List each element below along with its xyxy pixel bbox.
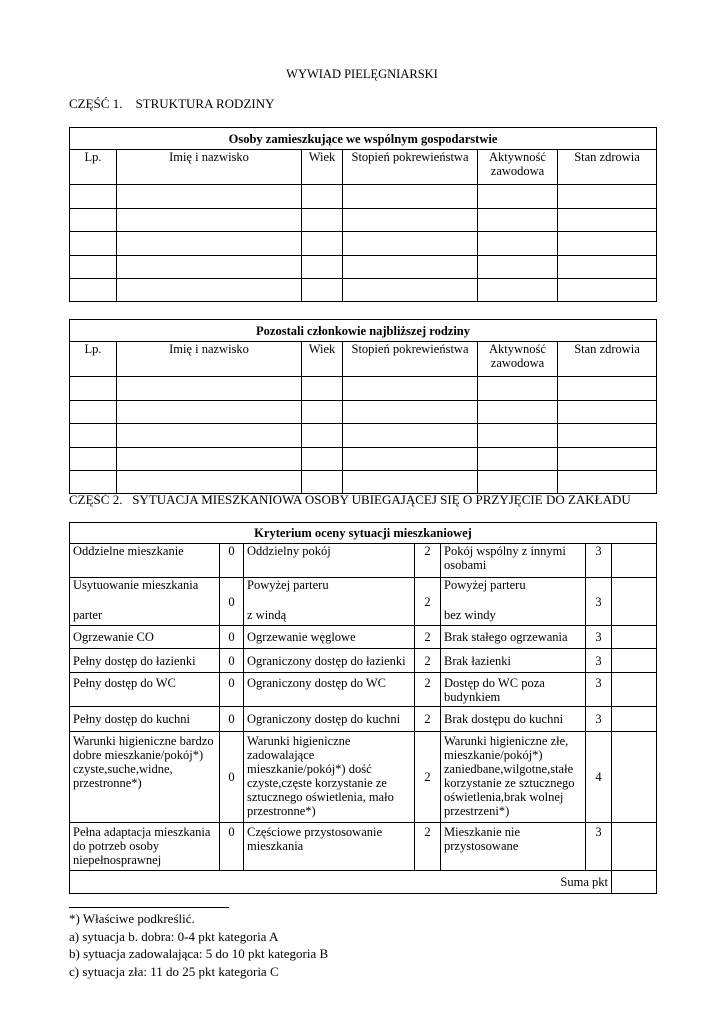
points-medium: 2 (415, 649, 441, 673)
table-row (70, 649, 657, 673)
table-row (70, 673, 657, 707)
footnote-divider (69, 907, 229, 908)
table-row (70, 471, 657, 494)
column-header-age: Wiek (302, 342, 343, 377)
input-cell[interactable] (117, 232, 302, 256)
points-good: 0 (220, 732, 244, 823)
input-cell[interactable] (70, 185, 117, 209)
input-cell[interactable] (70, 377, 117, 401)
points-bad: 3 (586, 578, 612, 626)
footnote: a) sytuacja b. dobra: 0-4 pkt kategoria A (69, 928, 279, 944)
table-row (70, 626, 657, 649)
column-header-age: Wiek (302, 150, 343, 185)
score-cell[interactable] (612, 578, 657, 626)
input-cell[interactable] (302, 401, 343, 424)
criterion-medium: Warunki higieniczne zadowalające mieszkanie/pokój*) dość czyste,częste korzystanie ze sztucznego oświetlenia, mało przestronne*) (244, 732, 415, 823)
table-row (70, 279, 657, 302)
criterion-bad: Dostęp do WC poza budynkiem (441, 673, 586, 707)
table-row (70, 578, 657, 626)
column-header-relation: Stopień pokrewieństwa (343, 342, 478, 377)
table-caption: Pozostali członkowie najbliższej rodziny (70, 320, 657, 342)
points-good: 0 (220, 544, 244, 578)
input-cell[interactable] (478, 279, 558, 302)
input-cell[interactable] (558, 232, 657, 256)
criterion-bad-title: Powyżej parteru (444, 578, 526, 592)
input-cell[interactable] (70, 209, 117, 232)
input-cell[interactable] (343, 279, 478, 302)
input-cell[interactable] (117, 209, 302, 232)
input-cell[interactable] (302, 377, 343, 401)
table-row (70, 209, 657, 232)
footnote: *) Właściwe podkreślić. (69, 911, 195, 926)
table-row (70, 401, 657, 424)
input-cell[interactable] (70, 424, 117, 448)
criterion-medium: Ograniczony dostęp do WC (244, 673, 415, 707)
criterion-medium: Częściowe przystosowanie mieszkania (244, 823, 415, 871)
column-header-health: Stan zdrowia (558, 150, 657, 185)
points-medium: 2 (415, 626, 441, 649)
criterion-good-detail: parter (73, 608, 103, 622)
criterion-bad: Pokój wspólny z innymi osobami (441, 544, 586, 578)
criterion-bad: Mieszkanie nie przystosowane (441, 823, 586, 871)
input-cell[interactable] (117, 377, 302, 401)
points-good: 0 (220, 707, 244, 732)
criterion-good: Pełny dostęp do kuchni (70, 707, 220, 732)
column-header-activity: Aktywność zawodowa (478, 342, 558, 377)
input-cell[interactable] (343, 424, 478, 448)
points-bad: 3 (586, 707, 612, 732)
points-medium: 2 (415, 673, 441, 707)
points-good: 0 (220, 626, 244, 649)
input-cell[interactable] (478, 377, 558, 401)
input-cell[interactable] (558, 424, 657, 448)
criterion-good: Pełny dostęp do łazienki (70, 649, 220, 673)
input-cell[interactable] (558, 401, 657, 424)
input-cell[interactable] (70, 256, 117, 279)
input-cell[interactable] (302, 279, 343, 302)
criterion-good: Ogrzewanie CO (70, 626, 220, 649)
input-cell[interactable] (478, 401, 558, 424)
table-caption: Kryterium oceny sytuacji mieszkaniowej (70, 523, 657, 544)
column-header-relation: Stopień pokrewieństwa (343, 150, 478, 185)
criterion-medium-detail: z windą (247, 608, 287, 622)
points-bad: 3 (586, 823, 612, 871)
score-cell[interactable] (612, 823, 657, 871)
input-cell[interactable] (478, 232, 558, 256)
sum-row (70, 871, 657, 894)
part2-heading: CZĘŚĆ 2. SYTUACJA MIESZKANIOWA OSOBY UBIEGAJĄCEJ SIĘ O PRZYJĘCIE DO ZAKŁADU (69, 492, 631, 507)
input-cell[interactable] (117, 185, 302, 209)
criterion-good: Pełna adaptacja mieszkania do potrzeb osoby niepełnosprawnej (70, 823, 220, 871)
footnote: c) sytuacja zła: 11 do 25 pkt kategoria C (69, 963, 279, 979)
input-cell[interactable] (558, 209, 657, 232)
criterion-bad: Brak łazienki (441, 649, 586, 673)
input-cell[interactable] (478, 471, 558, 494)
table-row (70, 424, 657, 448)
criterion-medium: Ograniczony dostęp do łazienki (244, 649, 415, 673)
input-cell[interactable] (343, 377, 478, 401)
document-title: WYWIAD PIELĘGNIARSKI (286, 67, 438, 81)
input-cell[interactable] (478, 185, 558, 209)
input-cell[interactable] (302, 448, 343, 471)
criterion-good: Pełny dostęp do WC (70, 673, 220, 707)
input-cell[interactable] (70, 232, 117, 256)
input-cell[interactable] (302, 471, 343, 494)
input-cell[interactable] (343, 448, 478, 471)
input-cell[interactable] (70, 448, 117, 471)
score-cell[interactable] (612, 732, 657, 823)
points-bad: 3 (586, 544, 612, 578)
input-cell[interactable] (302, 209, 343, 232)
input-cell[interactable] (117, 471, 302, 494)
household-members-table (69, 127, 657, 302)
input-cell[interactable] (302, 232, 343, 256)
sum-score-cell[interactable] (612, 871, 657, 894)
points-bad: 4 (586, 732, 612, 823)
input-cell[interactable] (70, 471, 117, 494)
closest-family-table (69, 319, 657, 494)
input-cell[interactable] (478, 448, 558, 471)
points-medium: 2 (415, 823, 441, 871)
input-cell[interactable] (478, 424, 558, 448)
table-row (70, 377, 657, 401)
input-cell[interactable] (117, 256, 302, 279)
part1-heading: CZĘŚĆ 1. STRUKTURA RODZINY (69, 96, 275, 111)
criterion-bad: Brak dostępu do kuchni (441, 707, 586, 732)
table-row (70, 544, 657, 578)
criterion-bad-detail: bez windy (444, 608, 496, 622)
footnotes (69, 910, 328, 980)
column-header-lp: Lp. (70, 342, 117, 377)
criterion-good: Oddzielne mieszkanie (70, 544, 220, 578)
input-cell[interactable] (558, 279, 657, 302)
input-cell[interactable] (302, 256, 343, 279)
column-header-name: Imię i nazwisko (117, 342, 302, 377)
points-bad: 3 (586, 673, 612, 707)
score-cell[interactable] (612, 673, 657, 707)
score-cell[interactable] (612, 544, 657, 578)
input-cell[interactable] (343, 209, 478, 232)
table-row (70, 732, 657, 823)
input-cell[interactable] (343, 401, 478, 424)
points-good: 0 (220, 823, 244, 871)
criterion-medium: Ogrzewanie węglowe (244, 626, 415, 649)
table-row (70, 448, 657, 471)
points-good: 0 (220, 649, 244, 673)
input-cell[interactable] (343, 471, 478, 494)
table-row (70, 232, 657, 256)
table-row (70, 185, 657, 209)
input-cell[interactable] (558, 256, 657, 279)
input-cell[interactable] (558, 185, 657, 209)
input-cell[interactable] (558, 377, 657, 401)
column-header-health: Stan zdrowia (558, 342, 657, 377)
input-cell[interactable] (302, 185, 343, 209)
points-medium: 2 (415, 732, 441, 823)
table-row (70, 256, 657, 279)
points-good: 0 (220, 673, 244, 707)
input-cell[interactable] (343, 256, 478, 279)
input-cell[interactable] (70, 279, 117, 302)
points-bad: 3 (586, 649, 612, 673)
points-medium: 2 (415, 707, 441, 732)
input-cell[interactable] (117, 401, 302, 424)
column-header-activity: Aktywność zawodowa (478, 150, 558, 185)
input-cell[interactable] (117, 424, 302, 448)
column-header-lp: Lp. (70, 150, 117, 185)
points-good: 0 (220, 578, 244, 626)
sum-label: Suma pkt (70, 871, 612, 894)
criterion-medium: Ograniczony dostęp do kuchni (244, 707, 415, 732)
input-cell[interactable] (343, 185, 478, 209)
criterion-medium: Oddzielny pokój (244, 544, 415, 578)
footnote: b) sytuacja zadowalająca: 5 do 10 pkt kategoria B (69, 946, 329, 961)
input-cell[interactable] (117, 448, 302, 471)
housing-criteria-table (69, 522, 657, 894)
input-cell[interactable] (70, 401, 117, 424)
table-row (70, 823, 657, 871)
score-cell[interactable] (612, 626, 657, 649)
points-medium: 2 (415, 578, 441, 626)
criterion-bad: Warunki higieniczne złe, mieszkanie/pokój*) zaniedbane,wilgotne,stałe korzystanie ze sztucznego oświetlenia,brak wolnej przestrzeni*) (441, 732, 586, 823)
criterion-medium-title: Powyżej parteru (247, 578, 329, 592)
column-header-name: Imię i nazwisko (117, 150, 302, 185)
input-cell[interactable] (343, 232, 478, 256)
points-bad: 3 (586, 626, 612, 649)
criterion-good: Warunki higieniczne bardzo dobre mieszkanie/pokój*) czyste,suche,widne, przestronne*) (70, 732, 220, 823)
score-cell[interactable] (612, 707, 657, 732)
table-caption: Osoby zamieszkujące we wspólnym gospodarstwie (70, 128, 657, 150)
input-cell[interactable] (478, 256, 558, 279)
input-cell[interactable] (558, 471, 657, 494)
score-cell[interactable] (612, 649, 657, 673)
input-cell[interactable] (558, 448, 657, 471)
criterion-good-title: Usytuowanie mieszkania (73, 578, 199, 592)
criterion-bad: Brak stałego ogrzewania (441, 626, 586, 649)
points-medium: 2 (415, 544, 441, 578)
table-row (70, 707, 657, 732)
input-cell[interactable] (117, 279, 302, 302)
input-cell[interactable] (302, 424, 343, 448)
input-cell[interactable] (478, 209, 558, 232)
